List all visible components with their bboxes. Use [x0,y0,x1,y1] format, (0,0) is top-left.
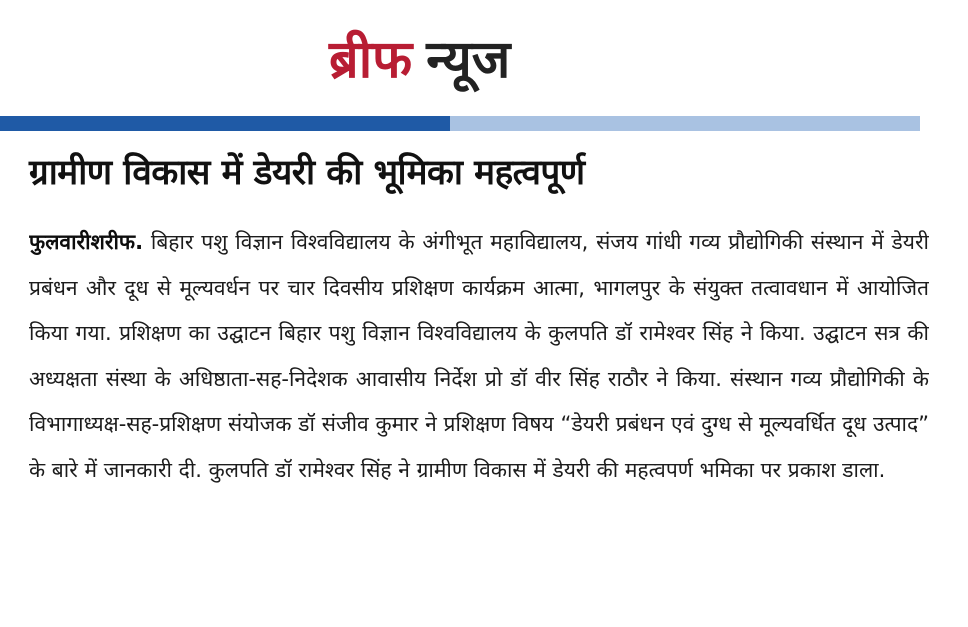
section-rule-dark [0,116,450,131]
article-headline: ग्रामीण विकास में डेयरी की भूमिका महत्वपूर्ण [29,153,585,193]
section-rule [0,116,920,131]
masthead-brief: ब्रीफ [329,30,413,90]
article-body [29,220,929,625]
article-body-text: बिहार पशु विज्ञान विश्वविद्यालय के अंगीभूत महाविद्यालय, संजय गांधी गव्य प्रौद्योगिकी संस्थान में डेयरी प्रबंधन और दूध से मूल्यवर्धन पर चार दिवसीय प्रशिक्षण कार्यक्रम आत्मा, भागलपुर के संयुक्त तत्वावधान में आयोजित किया गया. प्रशिक्षण का उद्घाटन बिहार पशु विज्ञान विश्वविद्यालय के कुलपति डॉ रामेश्वर सिंह ने किया. उद्घाटन सत्र की अध्यक्षता संस्था के अधिष्ठाता-सह-निदेशक आवासीय निर्देश प्रो डॉ वीर सिंह राठौर ने किया. संस्थान गव्य प्रौद्योगिकी के विभागाध्यक्ष-सह-प्रशिक्षण संयोजक डॉ संजीव कुमार ने प्रशिक्षण विषय “डेयरी प्रबंधन एवं दुग्ध से मूल्यवर्धित दूध उत्पाद” के बारे में जानकारी दी. कुलपति डॉ रामेश्वर सिंह ने ग्रामीण विकास में डेयरी की महत्वपर्ण भमिका पर प्रकाश डाला. [29,230,929,482]
masthead [329,30,511,114]
section-rule-light [450,116,920,131]
article-dateline: फुलवारीशरीफ. [29,230,144,254]
masthead-news: न्यूज [426,30,511,90]
